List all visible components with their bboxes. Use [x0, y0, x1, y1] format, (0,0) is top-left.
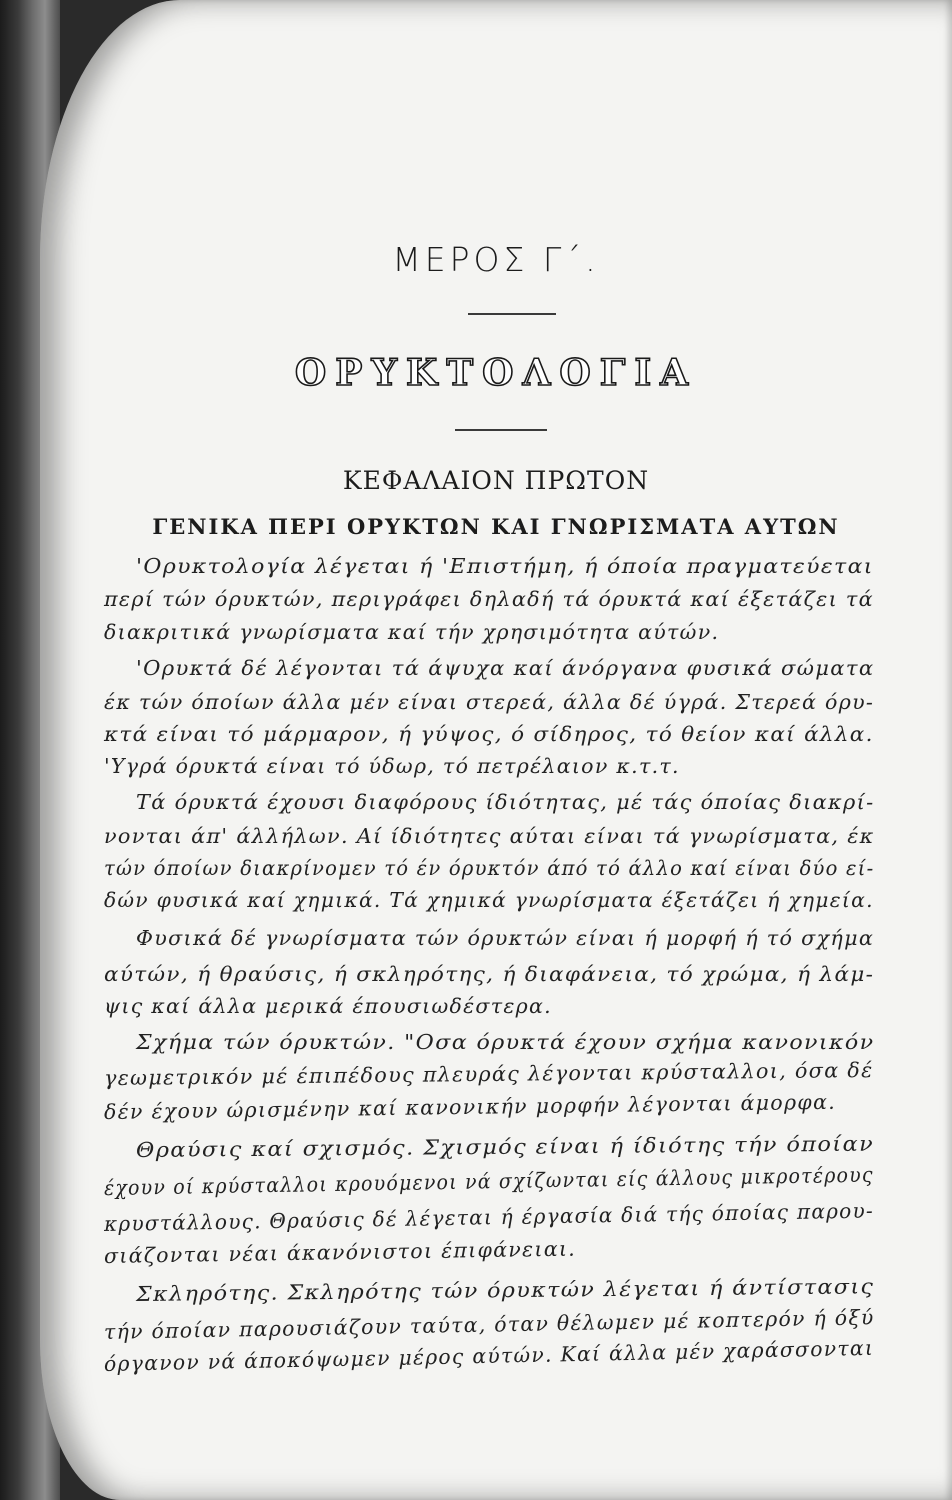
- body-line: κρυστάλλους. Θραύσις δέ λέγεται ή έργασία διά τής όποίας παρου-: [103, 1198, 875, 1236]
- body-line: δών φυσικά καί χημικά. Τά χημικά γνωρίσματα έξετάζει ή χημεία.: [104, 888, 874, 912]
- body-line: δέν έχουν ώρισμένην καί κανονικήν μορφήν λέγονται άμορφα.: [103, 1089, 837, 1124]
- body-line: σιάζονται νέαι άκανόνιστοι έπιφάνειαι.: [103, 1236, 577, 1268]
- body-line: έκ τών όποίων άλλα μέν είναι στερεά, άλλα δέ ύγρά. Στερεά όρυ-: [104, 690, 875, 714]
- section-heading: ΓΕΝΙΚΑ ΠΕΡΙ ΟΡΥΚΤΩΝ ΚΑΙ ΓΝΩΡΙΣΜΑΤΑ ΑΥΤΩΝ: [152, 514, 840, 539]
- body-line: Θραύσις καί σχισμός. Σχισμός είναι ή ίδιότης τήν όποίαν: [135, 1131, 875, 1162]
- body-line: γεωμετρικόν μέ έπιπέδους πλευράς λέγονται κρύσταλλοι, όσα δέ: [103, 1057, 874, 1090]
- body-line: τήν όποίαν παρουσιάζουν ταύτα, όταν θέλωμεν μέ κοπτερόν ή όξύ: [103, 1305, 875, 1344]
- body-line: Σχήμα τών όρυκτών. "Οσα όρυκτά έχουν σχήμα κανονικόν: [136, 1030, 875, 1054]
- body-line: περί τών όρυκτών, περιγράφει δηλαδή τά όρυκτά καί έξετάζει τά: [104, 587, 874, 611]
- body-line: Φυσικά δέ γνωρίσματα τών όρυκτών είναι ή μορφή ή τό σχήμα: [136, 926, 875, 950]
- body-line: έχουν οί κρύσταλλοι κρουόμενοι νά σχίζωνται είς άλλους μικροτέρους: [103, 1162, 874, 1200]
- body-line: τών όποίων διακρίνομεν τό έν όρυκτόν άπό τό άλλο καί είναι δύο εί-: [104, 856, 875, 880]
- body-line: κτά είναι τό μάρμαρον, ή γύψος, ό σίδηρος, τό θείον καί άλλα.: [104, 722, 874, 746]
- body-line: 'Ορυκτά δέ λέγονται τά άψυχα καί άνόργανα φυσικά σώματα: [136, 656, 875, 680]
- body-line: όργανον νά άποκόψωμεν μέρος αύτών. Καί άλλα μέν χαράσσονται: [103, 1335, 875, 1376]
- body-line: Τά όρυκτά έχουσι διαφόρους ίδιότητας, μέ τάς όποίας διακρί-: [136, 790, 875, 814]
- body-line: Σκληρότης. Σκληρότης τών όρυκτών λέγεται ή άντίστασις: [135, 1274, 875, 1306]
- main-title: ΟΡΥΚΤΟΛΟΓΙΑ: [294, 352, 698, 394]
- body-line: 'Υγρά όρυκτά είναι τό ύδωρ, τό πετρέλαιον κ.τ.τ.: [104, 754, 680, 778]
- body-line: 'Ορυκτολογία λέγεται ή 'Επιστήμη, ή όποία πραγματεύεται: [136, 554, 874, 578]
- body-line: ψις καί άλλα μερικά έπουσιωδέστερα.: [104, 994, 552, 1018]
- part-heading: ΜΕΡΟΣ Γ΄.: [392, 240, 600, 279]
- chapter-heading: ΚΕΦΑΛΑΙΟΝ ΠΡΩΤΟΝ: [342, 466, 650, 495]
- body-line: αύτών, ή θραύσις, ή σκληρότης, ή διαφάνεια, τό χρώμα, ή λάμ-: [104, 962, 875, 986]
- body-line: διακριτικά γνωρίσματα καί τήν χρησιμότητα αύτών.: [104, 620, 720, 644]
- body-line: νονται άπ' άλλήλων. Αί ίδιότητες αύται είναι τά γνωρίσματα, έκ: [104, 824, 875, 848]
